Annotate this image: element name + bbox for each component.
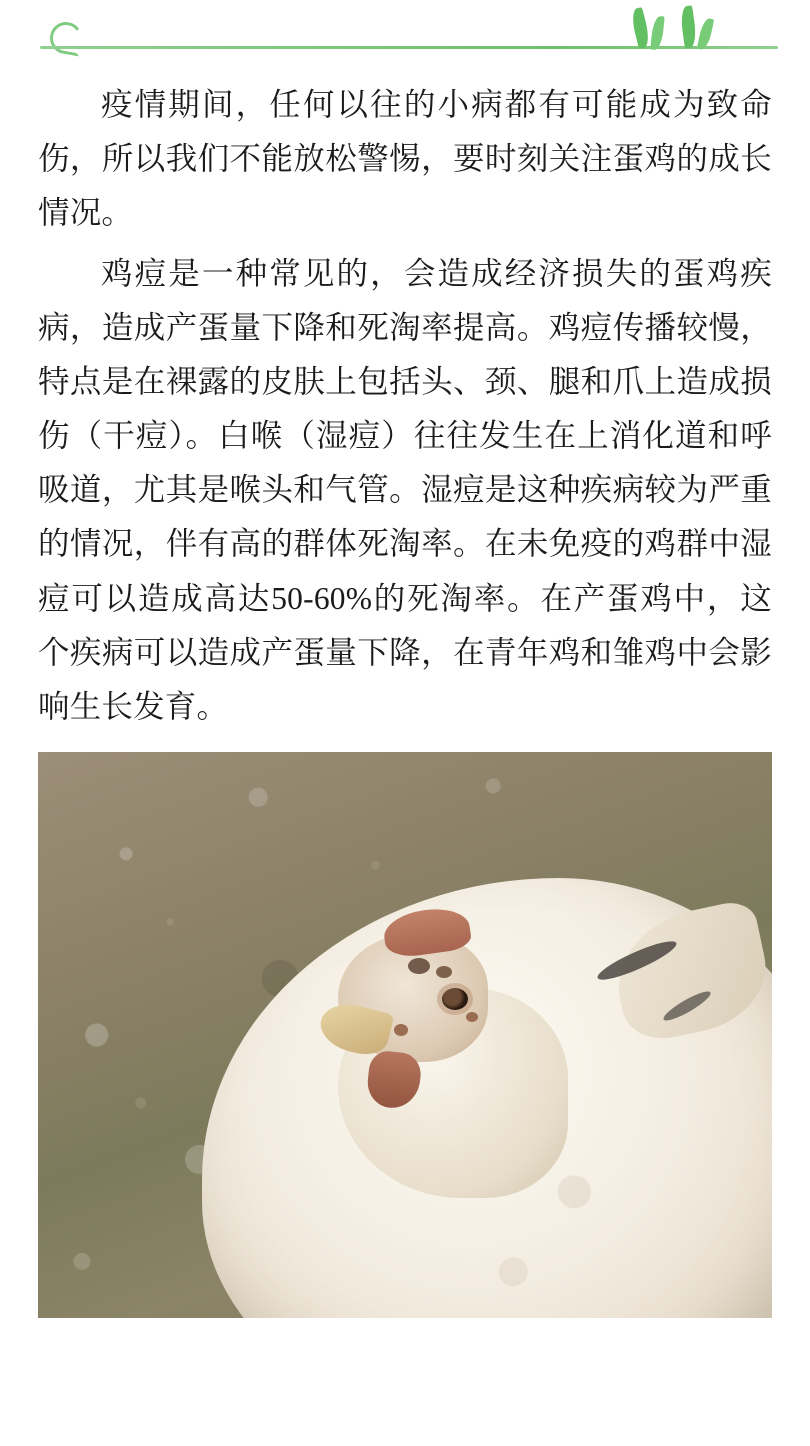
leaf-shape [679, 5, 698, 48]
pox-lesion [394, 1024, 408, 1036]
pox-lesion [408, 958, 430, 974]
hen-with-fowl-pox-photo [38, 752, 772, 1318]
article-body [0, 72, 810, 734]
page-header [0, 0, 810, 72]
leaf-shape [629, 7, 651, 49]
pox-lesion [436, 966, 452, 978]
paragraph-2: 鸡痘是一种常见的，会造成经济损失的蛋鸡疾病，造成产蛋量下降和死淘率提高。鸡痘传播较慢，特点是在裸露的皮肤上包括头、颈、腿和爪上造成损伤（干痘）。白喉（湿痘）往往发生在上消化道和呼吸道，尤其是喉头和气管。湿痘是这种疾病较为严重的情况，伴有高的群体死淘率。在未免疫的鸡群中湿痘可以造成高达50-60%的死淘率。在产蛋鸡中，这个疾病可以造成产蛋量下降，在青年鸡和雏鸡中会影响生长发育。 [38, 255, 772, 724]
leaf-shape [697, 17, 714, 51]
photo-canvas [38, 752, 772, 1318]
pox-lesion [466, 1012, 478, 1022]
leaf-icon [620, 6, 740, 54]
leaf-shape [650, 16, 664, 51]
paperclip-icon [47, 19, 84, 56]
hen-eye [442, 988, 468, 1010]
paragraph-1: 疫情期间，任何以往的小病都有可能成为致命伤，所以我们不能放松警惕，要时刻关注蛋鸡的成长情况。 [38, 87, 772, 231]
